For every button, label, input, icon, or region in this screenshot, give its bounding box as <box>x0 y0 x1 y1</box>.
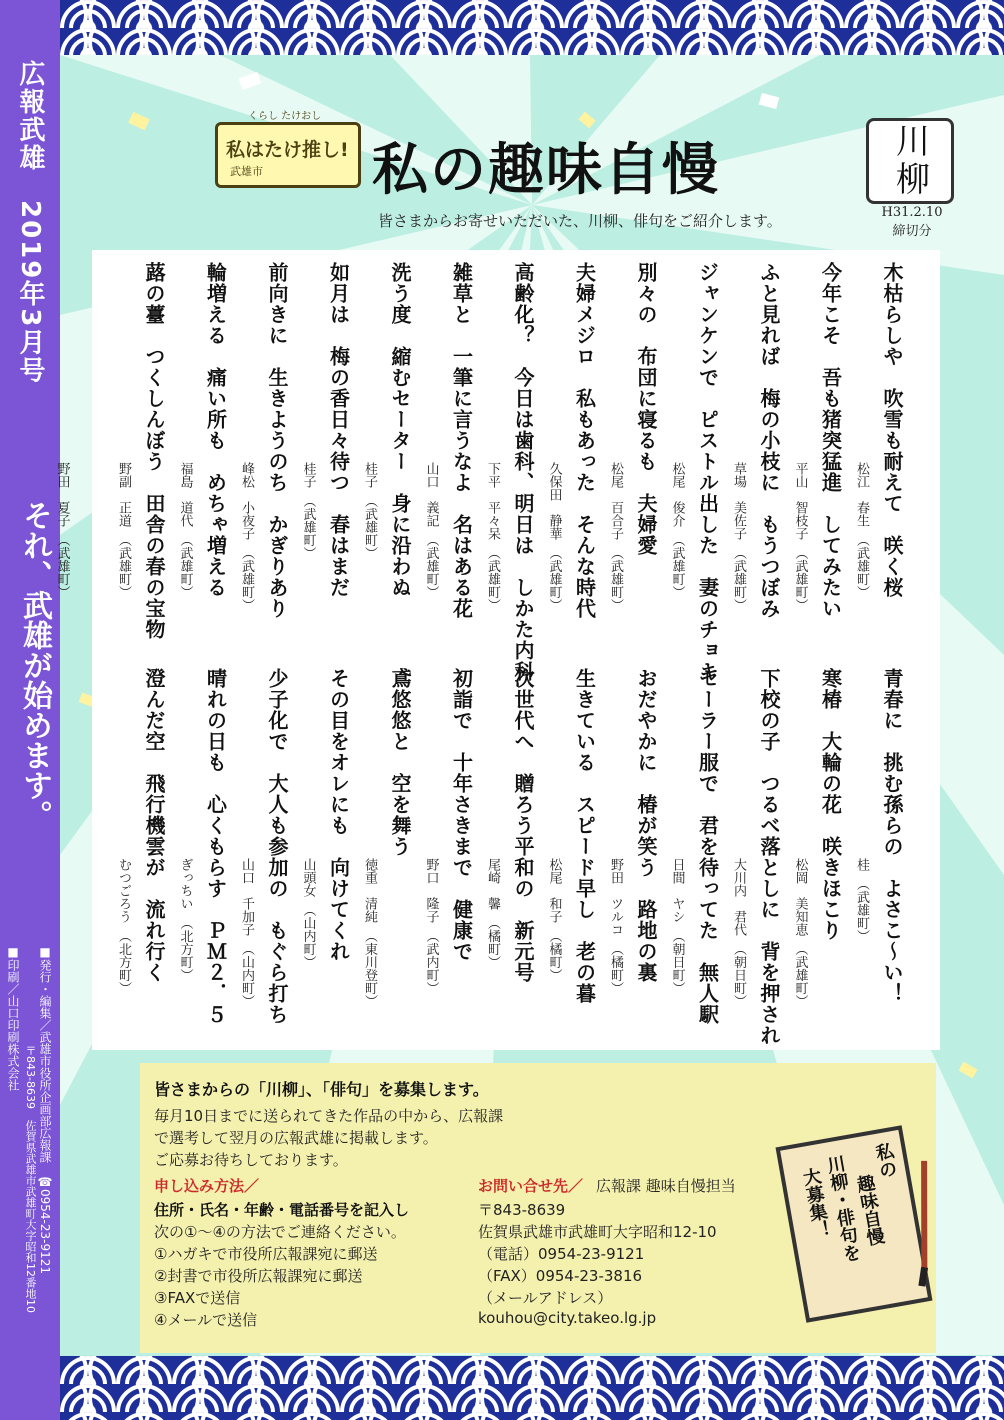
poem-text: 別々の 布団に寝るも 夫婦愛 <box>634 262 658 556</box>
poem-entry <box>239 262 291 662</box>
poem-entry <box>608 262 660 662</box>
poem-entry <box>423 668 476 1038</box>
poem-text: 生きている スピード早し 老の暮 <box>572 668 597 1004</box>
logo-city: 武雄市 <box>230 165 263 178</box>
contact-title: お問い合せ先／ <box>478 1177 584 1195</box>
poem-text: 今年こそ 吾も猪突猛進 してみたい <box>818 262 843 619</box>
poem-entry <box>423 262 476 662</box>
poem-author: 野田 夏子 （武雄町） <box>54 462 70 599</box>
apply-line-2: 次の①〜④の方法でご連絡ください。 <box>154 1223 406 1241</box>
card-line-4: 大募集！ <box>798 1166 832 1241</box>
apply-line-6: ④メールで送信 <box>154 1311 258 1329</box>
poem-entry <box>362 668 414 1038</box>
sidebar-slogan: それ、武雄が始めます。 <box>17 500 52 830</box>
poem-entry <box>239 668 291 1038</box>
poem-text: 輪増える 痛い所も めちゃ増える <box>203 262 228 598</box>
poem-author: 松尾 和子 （橘町） <box>546 858 562 982</box>
poem-text: 高齢化？ 今日は歯科、明日は しかた内科 <box>511 262 535 682</box>
poem-entry <box>669 262 722 682</box>
deadline <box>862 205 962 239</box>
poem-entry <box>362 262 414 662</box>
poem-entry <box>485 262 537 682</box>
bottom-wave-pattern <box>60 1356 1004 1420</box>
contact-line-1: 〒843-8639 <box>478 1201 566 1219</box>
card-line-1: 私の <box>871 1141 899 1181</box>
notice-body-1: 毎月10日までに送られてきた作品の中から、広報課 <box>154 1107 504 1125</box>
poem-author: 下平 平々呆 （武雄町） <box>485 462 500 612</box>
notice-heading: 皆さまからの「川柳」、「俳句」を募集します。 <box>154 1080 489 1099</box>
logo-text: 私はたけ推し! <box>226 139 349 161</box>
deadline-label: 締切分 <box>892 224 932 239</box>
poem-entry <box>485 668 537 1038</box>
poem-author: 松岡 美知恵 （武雄町） <box>792 858 808 1008</box>
genre-label: 川柳 <box>889 123 930 199</box>
poem-entry <box>608 668 660 1038</box>
poem-author: ぎっちい （北方町） <box>177 858 193 982</box>
poem-text: 晴れの日も 心くもらす ＰＭ２．５ <box>203 668 228 1025</box>
poem-author: 尾崎 馨 （橘町） <box>485 858 500 969</box>
notice-body-3: ご応募お待ちしております。 <box>154 1151 348 1169</box>
poem-entry <box>854 262 906 662</box>
poem-text: 青春に 挑む孫らの よさこ〜い！ <box>880 668 904 1004</box>
contact-email[interactable]: kouhou@city.takeo.lg.jp <box>478 1309 657 1327</box>
apply-line-5: ③FAXで送信 <box>154 1289 241 1307</box>
poem-author: 山口 義記 （武雄町） <box>423 462 439 599</box>
page-title: 私の趣味自慢 <box>372 138 720 203</box>
sidebar-printer: ■印刷／山口印刷株式会社 <box>6 945 20 1091</box>
contact-line-2: 佐賀県武雄市武雄町大字昭和12-10 <box>478 1223 717 1241</box>
poem-author: 野副 正道 （武雄町） <box>116 462 131 599</box>
poem-entry <box>177 668 230 1038</box>
takeo-logo <box>215 111 361 188</box>
poem-author: 草場 美佐子 （武雄町） <box>731 462 746 612</box>
poem-text: 前向きに 生きようのち かぎりあり <box>265 262 289 619</box>
poem-entry <box>792 262 845 662</box>
contact-dept: 広報課 趣味自慢担当 <box>596 1177 736 1195</box>
poem-text: ジャンケンで ピストル出した 妻のチョキ <box>695 262 720 682</box>
poem-text: 夫婦メジロ 私もあった そんな時代 <box>572 262 597 619</box>
poem-entry <box>854 668 906 1038</box>
poem-entry <box>792 668 845 1038</box>
page-subtitle: 皆さまからお寄せいただいた、川柳、俳句をご紹介します。 <box>378 212 782 230</box>
card-line-3: 川柳・俳句を <box>822 1153 863 1264</box>
genre-badge <box>866 118 954 204</box>
poem-text: その目をオレにも 向けてくれ <box>326 668 351 962</box>
contact-line-3: （電話）0954-23-9121 <box>478 1245 645 1263</box>
poem-text: 雑草と 一筆に言うなよ 名はある花 <box>449 262 474 619</box>
poem-text: 蕗の薹 つくしんぼう 田舎の春の宝物 <box>142 262 166 640</box>
sidebar-publisher: ■発行・編集／武雄市役所企画部広報課 ☎0954-23-9121 <box>38 945 52 1275</box>
poem-entry <box>546 262 599 662</box>
poem-text: 澄んだ空 飛行機雲が 流れ行く <box>142 668 166 983</box>
top-wave-pattern <box>60 0 1004 55</box>
apply-line-3: ①ハガキで市役所広報課宛に郵送 <box>154 1245 378 1263</box>
poem-entry <box>546 668 599 1038</box>
poem-entry <box>731 262 783 662</box>
poem-author: 桂 （武雄町） <box>854 858 869 943</box>
poem-text: 寒椿 大輪の花 咲きほこり <box>818 668 843 941</box>
poem-text: 鳶悠悠と 空を舞う <box>388 668 412 857</box>
poem-entry <box>116 262 168 662</box>
logo-ruby: くらし たけおし <box>248 111 322 122</box>
poem-text: 木枯らしや 吹雪も耐えて 咲く桜 <box>880 262 904 598</box>
poem-author: 平山 智枝子 （武雄町） <box>792 462 808 612</box>
left-sidebar <box>0 0 60 1420</box>
poem-author: 徳重 清純 （東川登町） <box>362 858 377 1008</box>
poem-author: 桂子 （武雄町） <box>300 462 316 560</box>
poem-text: 初詣で 十年さきまで 健康で <box>449 668 474 962</box>
poem-text: ふと見れば 梅の小枝に もうつぼみ <box>757 262 781 619</box>
poem-author: 松江 春生 （武雄町） <box>854 462 869 599</box>
contact-line-4: （FAX）0954-23-3816 <box>478 1267 643 1285</box>
apply-line-1: 住所・氏名・年齢・電話番号を記入し <box>154 1201 410 1219</box>
poem-entry <box>300 262 353 662</box>
apply-title: 申し込み方法／ <box>154 1177 260 1195</box>
poem-entry <box>116 668 168 1038</box>
poem-entry <box>300 668 353 1038</box>
card-line-2: 趣味自慢 <box>852 1172 886 1248</box>
deadline-date: H31.2.10 <box>881 205 943 220</box>
poem-entry <box>669 668 722 1038</box>
apply-line-4: ②封書で市役所広報課宛に郵送 <box>154 1267 363 1285</box>
poem-entry <box>731 668 783 1046</box>
poem-text: 少子化で 大人も参加の もぐら打ち <box>265 668 289 1025</box>
sidebar-address: 〒843-8639 佐賀県武雄市武雄町大字昭和12番地10 <box>24 1045 37 1313</box>
publication-issue: 広報武雄 2019年3月号 <box>15 60 45 385</box>
poem-author: 山頭女 （山内町） <box>300 858 316 969</box>
poem-author: 福島 道代 （武雄町） <box>177 462 193 599</box>
poem-author: 松尾 俊介 （武雄町） <box>669 462 685 599</box>
poem-text: おだやかに 椿が笑う 路地の裏 <box>634 668 658 983</box>
poem-author: 峰松 小夜子 （武雄町） <box>239 462 254 612</box>
poem-author: 野田 ツルコ （橘町） <box>608 858 623 995</box>
poem-text: 如月は 梅の香日々待つ 春はまだ <box>326 262 351 598</box>
poem-text: 次世代へ 贈ろう平和の 新元号 <box>511 668 535 983</box>
notice-body-2: で選考して翌月の広報武雄に掲載します。 <box>154 1129 438 1147</box>
poem-text: セーラー服で 君を待ってた 無人駅 <box>695 668 720 1025</box>
poem-text: 下校の子 つるべ落としに 背を押され <box>757 668 781 1046</box>
poem-author: むつごろう （北方町） <box>116 858 131 995</box>
contact-line-5: （メールアドレス） <box>478 1289 613 1307</box>
poem-author: 桂子 （武雄町） <box>362 462 377 560</box>
poem-author: 松尾 百合子 （武雄町） <box>608 462 623 612</box>
poem-author: 久保田 静華 （武雄町） <box>546 462 562 612</box>
poem-author: 山口 千加子 （山内町） <box>239 858 254 1008</box>
poem-text: 洗う度 縮むセーター 身に沿わぬ <box>388 262 412 598</box>
poem-entry <box>54 262 107 662</box>
poem-author: 大川内 君代 （朝日町） <box>731 858 746 1008</box>
poem-entry <box>177 262 230 662</box>
poem-author: 日間 ヤシ （朝日町） <box>669 858 685 995</box>
poem-author: 野口 隆子 （武内町） <box>423 858 439 995</box>
